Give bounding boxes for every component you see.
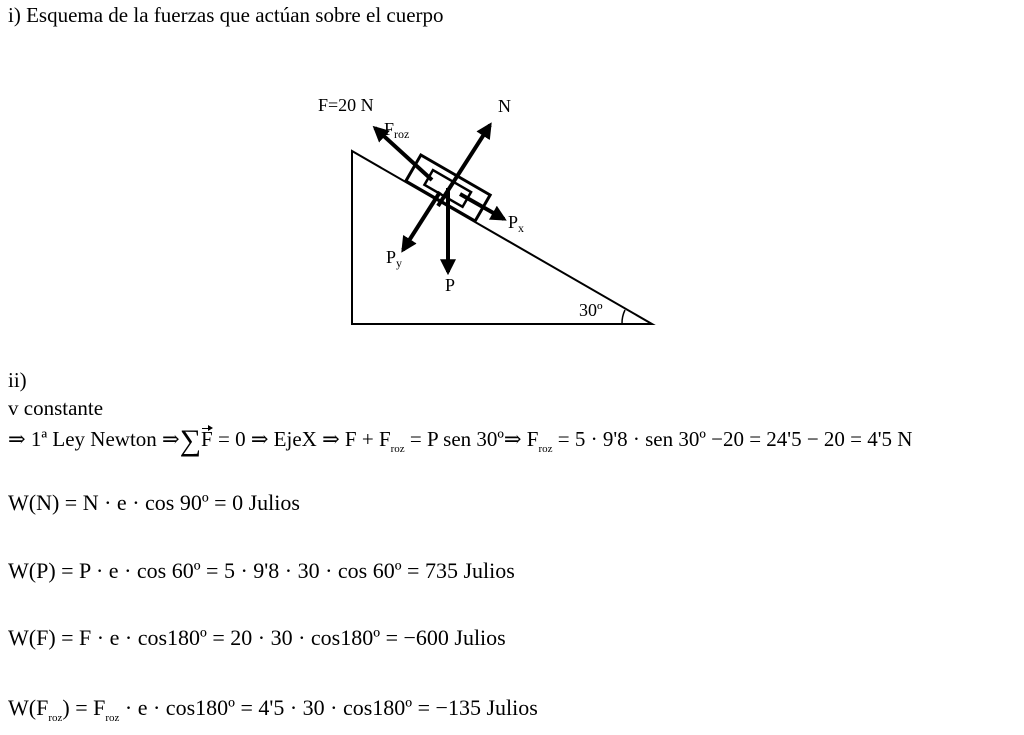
subscript-roz: roz bbox=[105, 712, 120, 724]
subscript-roz: roz bbox=[48, 712, 63, 724]
part-ii-title: ii) bbox=[8, 368, 27, 392]
label-applied-force: F=20 N bbox=[318, 95, 374, 115]
label-weight: P bbox=[445, 275, 456, 295]
implies-symbol: ⇒ bbox=[162, 427, 180, 451]
equation-segment: ) = F bbox=[62, 695, 106, 720]
work-force-equation: W(F) = F · e · cos180º = 20 · 30 · cos180º = −600 Julios bbox=[8, 625, 506, 650]
inclined-plane-diagram bbox=[300, 88, 680, 338]
equation-segment: = 0 ⇒ EjeX ⇒ F + F bbox=[212, 427, 391, 451]
work-friction-equation bbox=[8, 697, 538, 724]
label-weight-y: $P_y$ bbox=[386, 247, 403, 270]
sum-symbol: ∑ bbox=[179, 424, 202, 457]
equation-segment: = P sen 30º⇒ F bbox=[404, 427, 539, 451]
equation-segment: W(F bbox=[8, 695, 49, 720]
constant-velocity-note: v constante bbox=[8, 396, 104, 420]
label-angle: 30º bbox=[579, 300, 603, 320]
newton-law-label: 1ª Ley Newton bbox=[30, 427, 157, 451]
section-heading: i) Esquema de la fuerzas que actúan sobre el cuerpo bbox=[8, 3, 444, 27]
work-weight-equation: W(P) = P · e · cos 60º = 5 · 9'8 · 30 · cos 60º = 735 Julios bbox=[8, 558, 515, 583]
label-weight-x: $P_x$ bbox=[508, 212, 525, 235]
incline-triangle bbox=[352, 151, 652, 324]
label-normal-force: N bbox=[498, 96, 511, 116]
equation-segment: · e · cos180º = 4'5 · 30 · cos180º = −135 Julios bbox=[119, 695, 538, 720]
subscript-roz: roz bbox=[538, 443, 553, 455]
implies-symbol: ⇒ bbox=[8, 427, 26, 451]
angle-arc bbox=[622, 310, 625, 324]
force-vector: F bbox=[201, 427, 213, 451]
label-friction-force: Froz bbox=[384, 119, 410, 141]
newton-law-equation bbox=[8, 424, 913, 457]
work-normal-equation: W(N) = N · e · cos 90º = 0 Julios bbox=[8, 490, 300, 515]
equation-segment: = 5 · 9'8 · sen 30º −20 = 24'5 − 20 = 4'5 N bbox=[552, 427, 913, 451]
force-arrow-Py bbox=[403, 192, 440, 250]
subscript-roz: roz bbox=[390, 443, 405, 455]
